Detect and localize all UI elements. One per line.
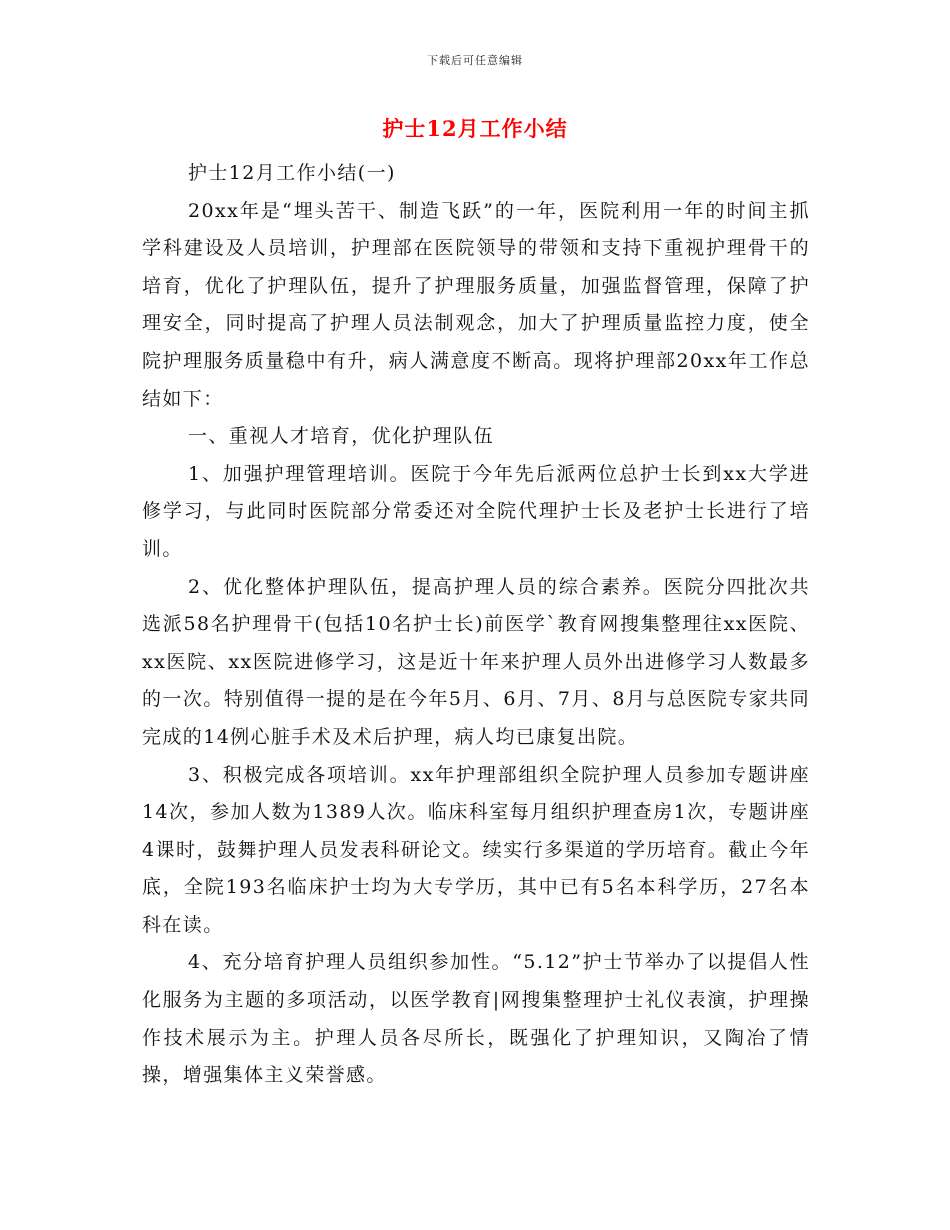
section-heading: 一、重视人才培育，优化护理队伍	[188, 425, 495, 448]
header-note: 下载后可任意编辑	[427, 54, 523, 67]
item-paragraph-1: 1、加强护理管理培训。医院于今年先后派两位总护士长到xx大学进修学习，与此同时医院部分常委还对全院代理护士长及老护士长进行了培训。	[142, 462, 810, 560]
document-body	[142, 155, 810, 1095]
subtitle-paragraph: 护士12月工作小结(一)	[188, 162, 396, 184]
intro-paragraph: 20xx年是“埋头苦干、制造飞跃”的一年，医院利用一年的时间主抓学科建设及人员培训，护理部在医院领导的带领和支持下重视护理骨干的培育，优化了护理队伍，提升了护理服务质量，加强监督管理，保障了护理安全，同时提高了护理人员法制观念，加大了护理质量监控力度，使全院护理服务质量稳中有升，病人满意度不断高。现将护理部20xx年工作总结如下：	[142, 199, 810, 410]
document-title: 护士12月工作小结	[382, 116, 568, 141]
item-paragraph-4: 4、充分培育护理人员组织参加性。“5.12”护士节举办了以提倡人性化服务为主题的多项活动，以医学教育|网搜集整理护士礼仪表演，护理操作技术展示为主。护理人员各尽所长，既强化了护理知识，又陶冶了情操，增强集体主义荣誉感。	[142, 951, 810, 1087]
item-paragraph-3: 3、积极完成各项培训。xx年护理部组织全院护理人员参加专题讲座14次，参加人数为1389人次。临床科室每月组织护理查房1次，专题讲座4课时，鼓舞护理人员发表科研论文。续实行多渠道的学历培育。截止今年底，全院193名临床护士均为大专学历，其中已有5名本科学历，27名本科在读。	[142, 763, 810, 936]
item-paragraph-2: 2、优化整体护理队伍，提高护理人员的综合素养。医院分四批次共选派58名护理骨干(包括10名护士长)前医学`教育网搜集整理往xx医院、xx医院、xx医院进修学习，这是近十年来护理人员外出进修学习人数最多的一次。特别值得一提的是在今年5月、6月、7月、8月与总医院专家共同完成的14例心脏手术及术后护理，病人均已康复出院。	[142, 575, 810, 748]
